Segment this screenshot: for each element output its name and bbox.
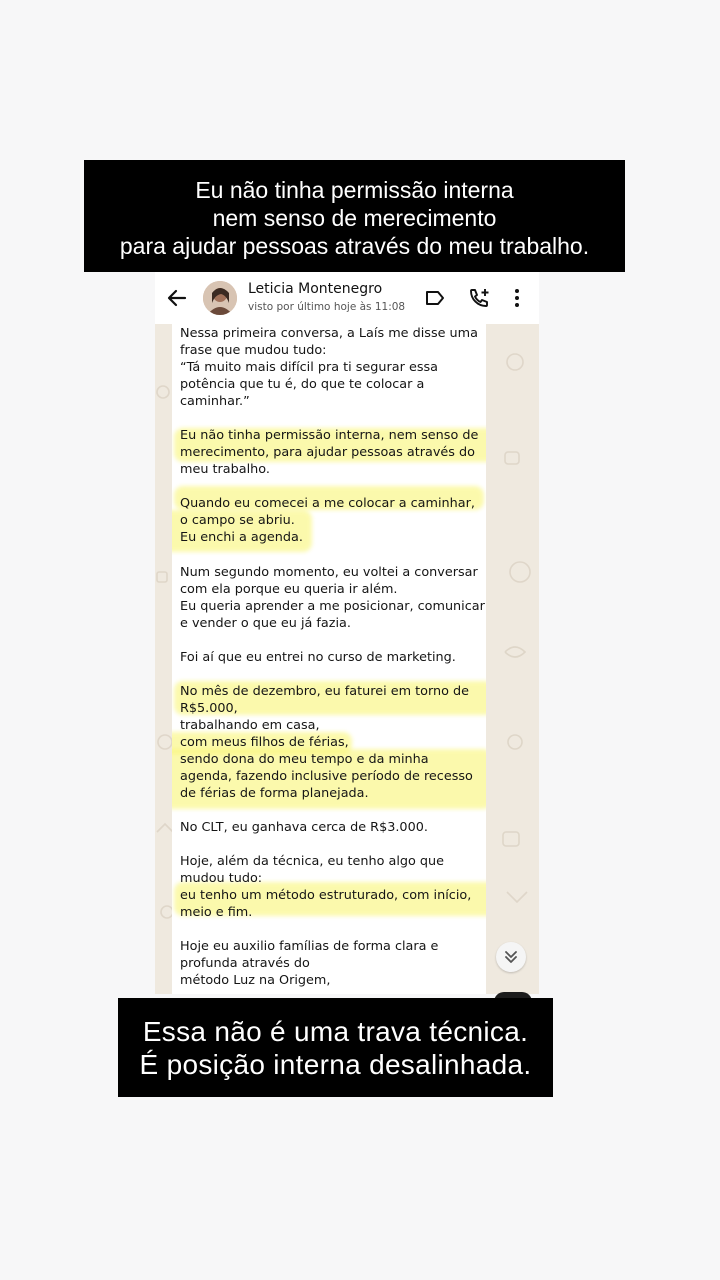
message-line: com ela porque eu queria ir além. [180, 582, 398, 597]
message-line: e vender o que eu já fazia. [180, 616, 351, 631]
top-caption-line-1: Eu não tinha permissão interna [195, 177, 514, 203]
message-line: o campo se abriu. [180, 513, 295, 528]
bottom-caption-line-2: É posição interna desalinhada. [139, 1049, 532, 1080]
message-line: frase que mudou tudo: [180, 343, 327, 358]
label-icon[interactable] [423, 286, 447, 310]
message-line: Eu não tinha permissão interna, nem senso de [180, 428, 479, 443]
back-arrow-icon[interactable] [165, 286, 189, 310]
more-vert-icon[interactable] [505, 286, 529, 310]
message-line: R$5.000, [180, 701, 238, 716]
message-line: de férias de forma planejada. [180, 786, 369, 801]
double-chevron-down-icon [496, 942, 526, 972]
message-line: Num segundo momento, eu voltei a conversar [180, 565, 478, 580]
message-line: merecimento, para ajudar pessoas através do [180, 445, 475, 460]
message-line: “Tá muito mais difícil pra ti segurar essa [180, 360, 439, 375]
bottom-caption-line-1: Essa não é uma trava técnica. [142, 1016, 529, 1047]
scroll-to-bottom-button[interactable] [496, 942, 526, 972]
message-bubble [172, 324, 486, 994]
top-caption-line-2: nem senso de merecimento [212, 205, 497, 231]
message-line: No CLT, eu ganhava cerca de R$3.000. [180, 820, 428, 835]
message-line: eu tenho um método estruturado, com início, [180, 888, 472, 903]
bottom-caption [118, 998, 553, 1097]
message-line: Eu enchi a agenda. [180, 530, 303, 545]
message-line: Quando eu comecei a me colocar a caminhar, [180, 496, 475, 511]
add-call-icon[interactable] [467, 286, 491, 310]
message-line: trabalhando em casa, [180, 718, 320, 733]
message-line: agenda, fazendo inclusive período de recesso [180, 769, 473, 784]
message-line: Hoje eu auxilio famílias de forma clara e [180, 939, 439, 954]
message-line: Foi aí que eu entrei no curso de marketing. [180, 650, 456, 665]
message-line: profunda através do [180, 956, 310, 971]
contact-name[interactable]: Leticia Montenegro [248, 281, 383, 297]
top-caption [84, 160, 625, 272]
message-line: sendo dona do meu tempo e da minha [180, 752, 429, 767]
contact-avatar[interactable] [203, 281, 237, 315]
message-line: mudou tudo: [180, 871, 263, 886]
message-line: meio e fim. [180, 905, 253, 920]
message-line: com meus filhos de férias, [180, 735, 349, 750]
chat-screenshot [155, 272, 539, 994]
message-line: Eu queria aprender a me posicionar, comunicar [180, 599, 485, 614]
message-line: método Luz na Origem, [180, 973, 331, 988]
message-line: Hoje, além da técnica, eu tenho algo que [180, 854, 445, 869]
message-line: Nessa primeira conversa, a Laís me disse uma [180, 326, 478, 341]
chat-header [155, 272, 539, 324]
message-line: No mês de dezembro, eu faturei em torno de [180, 684, 470, 699]
top-caption-line-3: para ajudar pessoas através do meu trabalho. [119, 233, 590, 259]
message-line: potência que tu é, do que te colocar a [180, 377, 425, 392]
last-seen-status: visto por último hoje às 11:08 [248, 301, 406, 313]
message-line: caminhar.” [180, 394, 250, 409]
message-line: meu trabalho. [180, 462, 270, 477]
